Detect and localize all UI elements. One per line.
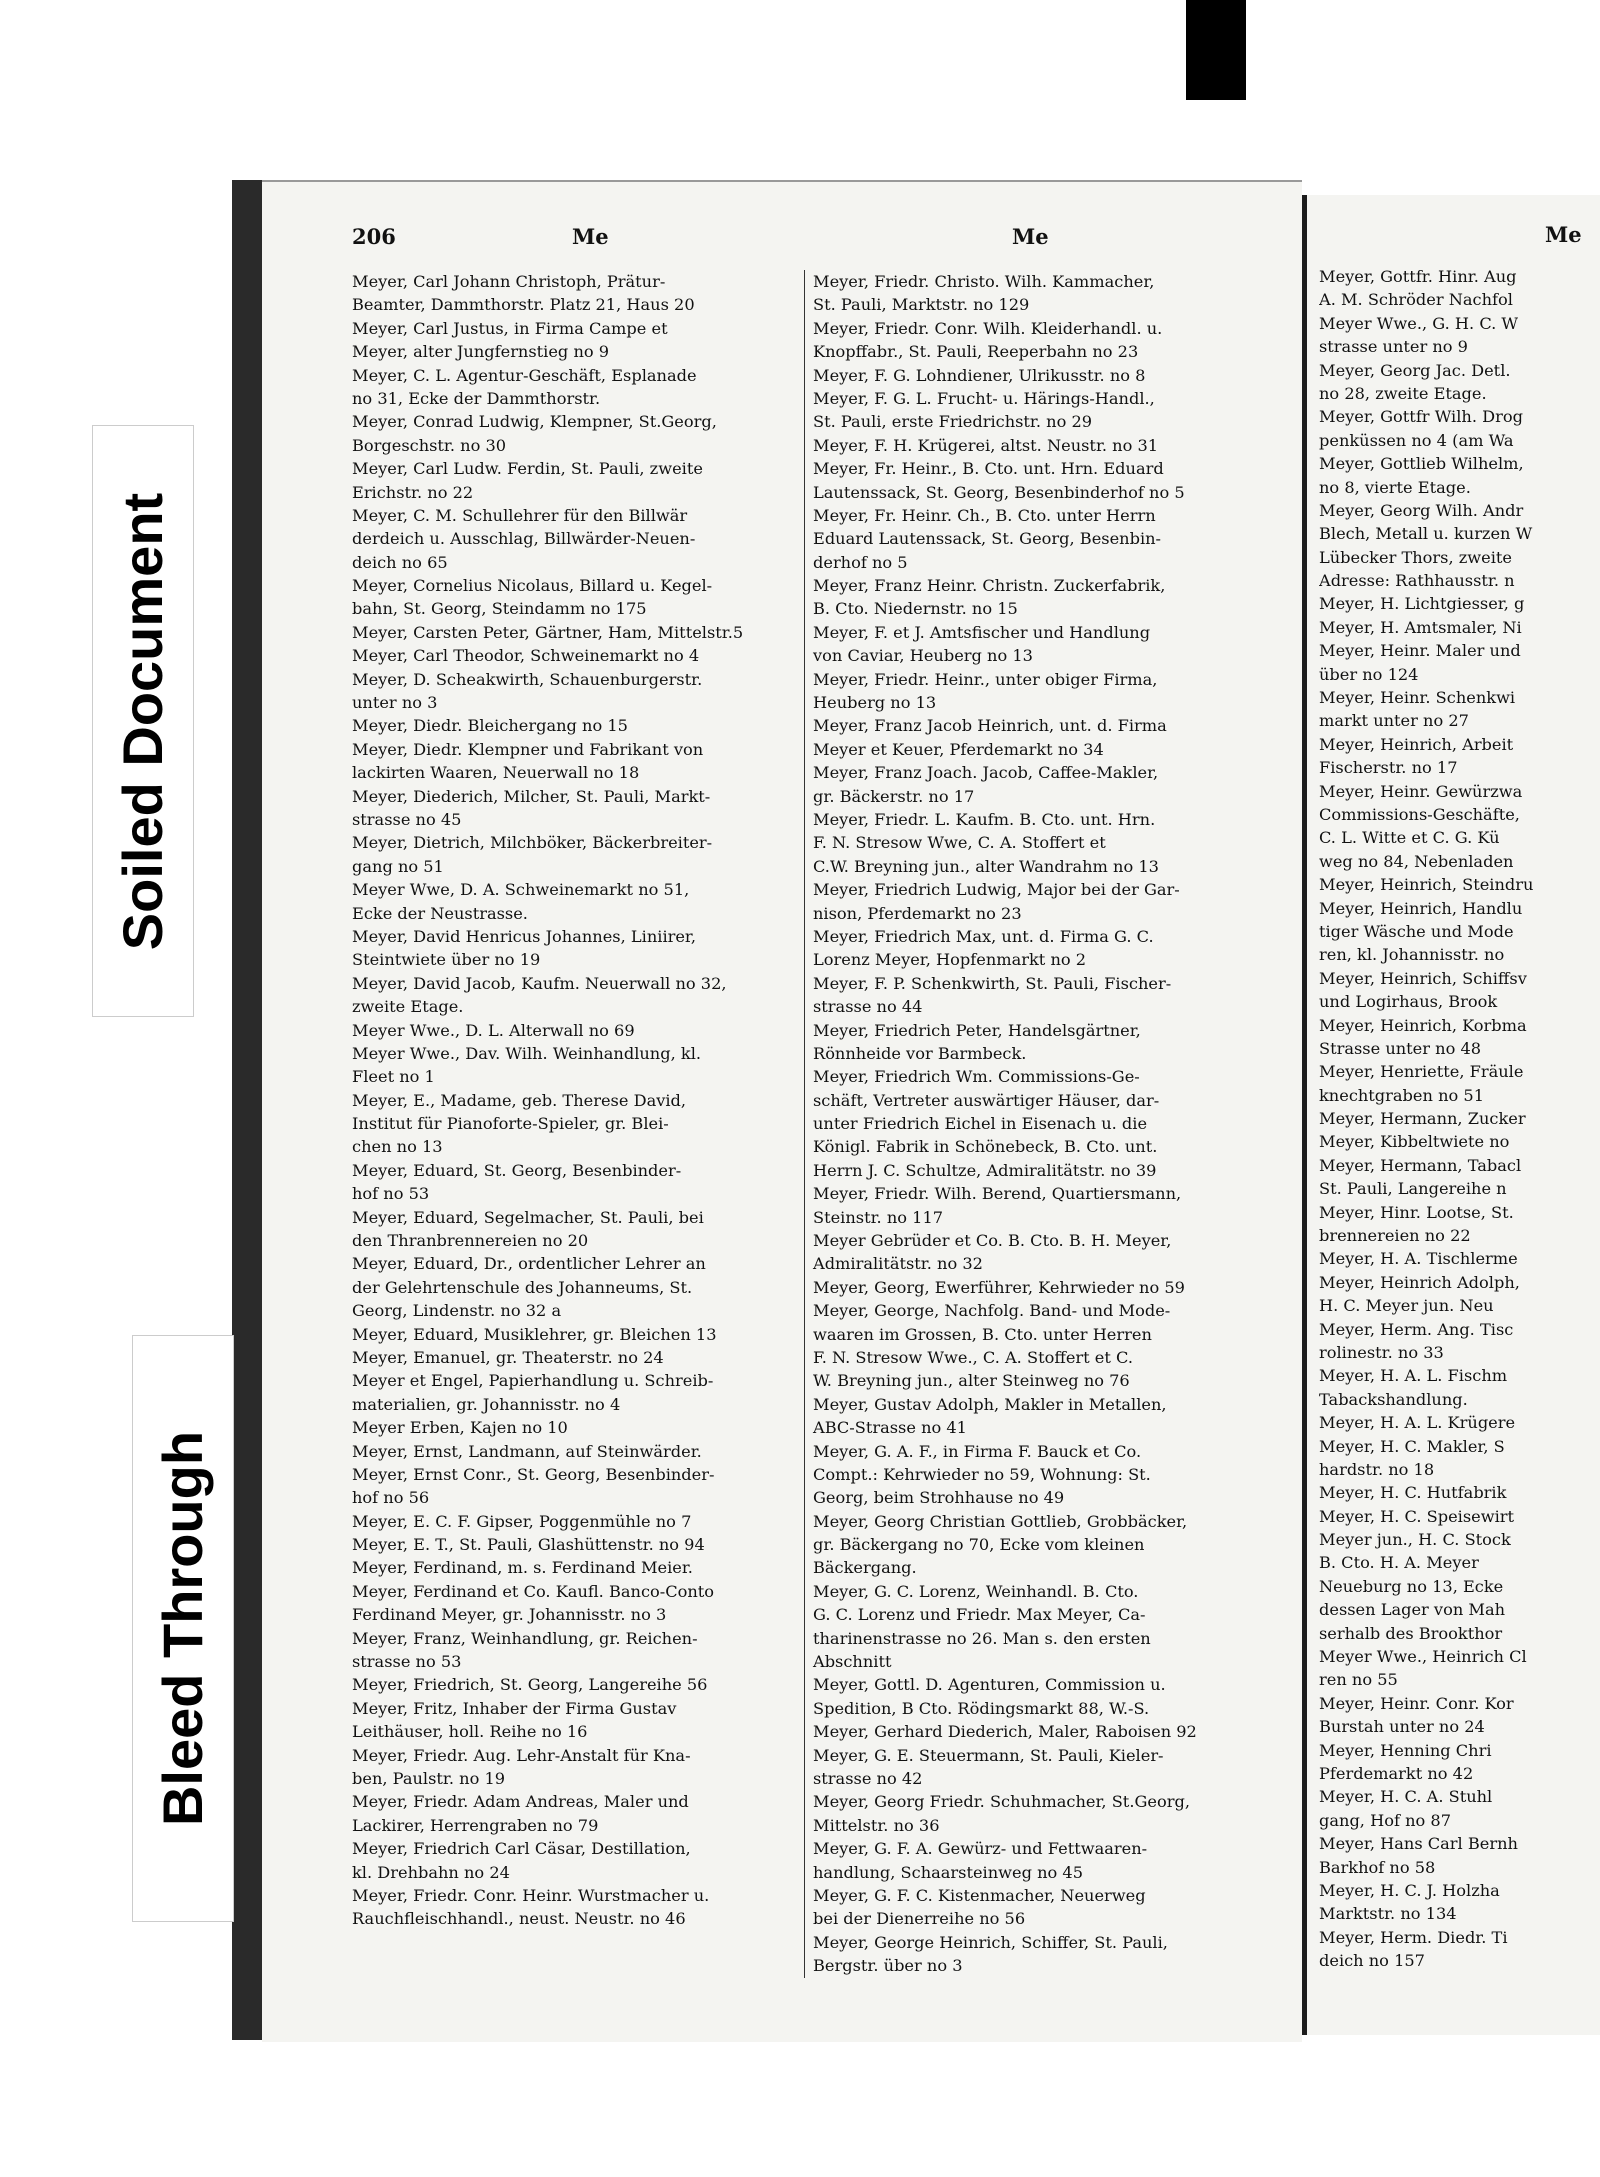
entry-line: Meyer, D. Scheakwirth, Schauenburgerstr. bbox=[352, 669, 703, 689]
entry-line: Meyer, Heinr. Conr. Kor bbox=[1319, 1693, 1514, 1713]
entry-line: bahn, St. Georg, Steindamm no 175 bbox=[352, 599, 647, 619]
entry-line: Meyer, Conrad Ludwig, Klempner, St.Georg, bbox=[352, 412, 717, 432]
entry-line: Lorenz Meyer, Hopfenmarkt no 2 bbox=[813, 950, 1087, 970]
entry-line: strasse no 44 bbox=[813, 997, 923, 1017]
entry-line: Meyer, H. C. Speisewirt bbox=[1319, 1506, 1515, 1526]
entry-line: Meyer, Carsten Peter, Gärtner, Ham, Mittelstr.5 bbox=[352, 622, 744, 642]
entry-line: Abschnitt bbox=[813, 1652, 892, 1672]
entry-line: Meyer Erben, Kajen no 10 bbox=[352, 1418, 568, 1438]
entry-line: Meyer et Engel, Papierhandlung u. Schreib- bbox=[352, 1371, 714, 1391]
entry-line: deich no 157 bbox=[1319, 1951, 1425, 1971]
entry-line: Meyer, H. Lichtgiesser, g bbox=[1319, 594, 1525, 614]
entry-line: Lackirer, Herrengraben no 79 bbox=[352, 1815, 599, 1835]
entry-line: Beamter, Dammthorstr. Platz 21, Haus 20 bbox=[352, 295, 695, 315]
column-2 bbox=[804, 270, 1273, 1978]
entry-line: Eduard Lautenssack, St. Georg, Besenbin- bbox=[813, 529, 1162, 549]
entry-line: Meyer, Kibbeltwiete no bbox=[1319, 1132, 1510, 1152]
entry-line: markt unter no 27 bbox=[1319, 711, 1469, 731]
header-far-right: Me bbox=[1545, 222, 1582, 247]
entry-line: ren no 55 bbox=[1319, 1670, 1398, 1690]
entry-line: Meyer, Ferdinand et Co. Kaufl. Banco-Conto bbox=[352, 1581, 715, 1601]
entry-line: Meyer, C. M. Schullehrer für den Billwär bbox=[352, 505, 688, 525]
entry-line: Meyer, Heinrich, Steindru bbox=[1319, 875, 1534, 895]
entry-line: Meyer jun., H. C. Stock bbox=[1319, 1530, 1511, 1550]
entry-line: no 8, vierte Etage. bbox=[1319, 477, 1471, 497]
entry-line: ren, kl. Johannisstr. no bbox=[1319, 945, 1505, 965]
entry-line: weg no 84, Nebenladen bbox=[1319, 851, 1514, 871]
entry-line: Strasse unter no 48 bbox=[1319, 1038, 1482, 1058]
entry-line: W. Breyning jun., alter Steinweg no 76 bbox=[813, 1371, 1130, 1391]
entry-line: B. Cto. H. A. Meyer bbox=[1319, 1553, 1479, 1573]
entry-line: Meyer, Heinr. Gewürzwa bbox=[1319, 781, 1523, 801]
entry-line: gr. Bäckerstr. no 17 bbox=[813, 786, 975, 806]
entry-line: strasse unter no 9 bbox=[1319, 337, 1468, 357]
entry-line: Steintwiete über no 19 bbox=[352, 950, 541, 970]
column-1 bbox=[352, 270, 802, 1931]
entry-line: Meyer, Hans Carl Bernh bbox=[1319, 1834, 1518, 1854]
entry-line: Meyer, H. A. Tischlerme bbox=[1319, 1249, 1518, 1269]
entry-line: Meyer, Ernst Conr., St. Georg, Besenbinder- bbox=[352, 1464, 715, 1484]
entry-line: Herrn J. C. Schultze, Admiralitätstr. no 39 bbox=[813, 1160, 1157, 1180]
entry-line: brennereien no 22 bbox=[1319, 1226, 1471, 1246]
entry-line: und Logirhaus, Brook bbox=[1319, 992, 1498, 1012]
entry-line: Rauchfleischhandl., neust. Neustr. no 46 bbox=[352, 1909, 686, 1929]
entry-line: Meyer, Gottl. D. Agenturen, Commission u. bbox=[813, 1675, 1166, 1695]
entry-line: C. L. Witte et C. G. Kü bbox=[1319, 828, 1500, 848]
entry-line: Rönnheide vor Barmbeck. bbox=[813, 1043, 1027, 1063]
entry-line: Meyer, Friedr. L. Kaufm. B. Cto. unt. Hrn. bbox=[813, 809, 1156, 829]
entry-line: Meyer, Herm. Ang. Tisc bbox=[1319, 1319, 1514, 1339]
entry-line: Meyer, Heinrich, Korbma bbox=[1319, 1015, 1527, 1035]
entry-line: Königl. Fabrik in Schönebeck, B. Cto. unt. bbox=[813, 1137, 1158, 1157]
entry-line: Burstah unter no 24 bbox=[1319, 1717, 1485, 1737]
entry-line: Meyer, Gottfr. Hinr. Aug bbox=[1319, 267, 1517, 286]
entry-line: strasse no 42 bbox=[813, 1769, 923, 1788]
entry-line: hardstr. no 18 bbox=[1319, 1459, 1435, 1479]
entry-line: Meyer, H. A. L. Fischm bbox=[1319, 1366, 1508, 1386]
entry-line: Meyer, G. A. F., in Firma F. Bauck et Co. bbox=[813, 1441, 1142, 1461]
entry-line: derdeich u. Ausschlag, Billwärder-Neuen- bbox=[352, 529, 696, 549]
entry-line: Meyer, Diedr. Bleichergang no 15 bbox=[352, 716, 628, 736]
entry-line: Meyer, H. C. Hutfabrik bbox=[1319, 1483, 1507, 1503]
top-black-band bbox=[1186, 0, 1246, 100]
entry-line: Compt.: Kehrwieder no 59, Wohnung: St. bbox=[813, 1464, 1151, 1484]
entry-line: der Gelehrtenschule des Johanneums, St. bbox=[352, 1277, 693, 1297]
entry-line: F. N. Stresow Wwe, C. A. Stoffert et bbox=[813, 833, 1106, 853]
entry-line: H. C. Meyer jun. Neu bbox=[1319, 1296, 1494, 1316]
entry-line: Meyer, Eduard, St. Georg, Besenbinder- bbox=[352, 1160, 682, 1180]
entry-line: handlung, Schaarsteinweg no 45 bbox=[813, 1862, 1084, 1882]
entry-line: Georg, Lindenstr. no 32 a bbox=[352, 1301, 562, 1321]
entry-line: Meyer, C. L. Agentur-Geschäft, Esplanade bbox=[352, 365, 697, 385]
entry-line: Meyer, Friedrich Wm. Commissions-Ge- bbox=[813, 1067, 1140, 1087]
entry-line: Meyer, Carl Johann Christoph, Prätur- bbox=[352, 272, 666, 291]
entry-line: hof no 53 bbox=[352, 1184, 430, 1204]
entry-line: Meyer, F. H. Krügerei, altst. Neustr. no 31 bbox=[813, 435, 1159, 455]
entry-line: Meyer, Gottlieb Wilhelm, bbox=[1319, 454, 1524, 474]
entry-line: Marktstr. no 134 bbox=[1319, 1904, 1457, 1924]
entry-line: Meyer, Georg Friedr. Schuhmacher, St.Georg, bbox=[813, 1792, 1190, 1812]
entry-line: Meyer, Friedr. Heinr., unter obiger Firma, bbox=[813, 669, 1158, 689]
entry-line: Leithäuser, holl. Reihe no 16 bbox=[352, 1722, 588, 1742]
entry-line: Meyer, Heinrich, Schiffsv bbox=[1319, 968, 1527, 988]
entry-line: Meyer, Hermann, Zucker bbox=[1319, 1109, 1526, 1129]
entry-line: Meyer, Friedr. Adam Andreas, Maler und bbox=[352, 1792, 689, 1812]
entry-line: Fleet no 1 bbox=[352, 1067, 435, 1087]
entry-line: A. M. Schröder Nachfol bbox=[1319, 290, 1513, 310]
entry-line: Meyer, Friedrich Peter, Handelsgärtner, bbox=[813, 1020, 1141, 1040]
entry-line: no 31, Ecke der Dammthorstr. bbox=[352, 388, 601, 408]
entry-line: Meyer, Eduard, Musiklehrer, gr. Bleichen 13 bbox=[352, 1324, 717, 1344]
entry-line: Ecke der Neustrasse. bbox=[352, 903, 528, 923]
entry-line: Admiralitätstr. no 32 bbox=[813, 1254, 983, 1274]
entry-line: Meyer, Gustav Adolph, Makler in Metallen, bbox=[813, 1394, 1167, 1414]
entry-line: von Caviar, Heuberg no 13 bbox=[813, 646, 1033, 666]
entry-line: Meyer, George Heinrich, Schiffer, St. Pauli, bbox=[813, 1932, 1168, 1952]
page-edge-shadow bbox=[232, 180, 262, 2040]
entry-line: Lübecker Thors, zweite bbox=[1319, 547, 1512, 567]
entry-line: Meyer, Fritz, Inhaber der Firma Gustav bbox=[352, 1698, 677, 1718]
page-number: 206 bbox=[352, 224, 396, 249]
header-left: Me bbox=[572, 224, 609, 249]
entry-line: gr. Bäckergang no 70, Ecke vom kleinen bbox=[813, 1535, 1145, 1555]
entry-line: Meyer, Friedr. Conr. Heinr. Wurstmacher u. bbox=[352, 1885, 710, 1905]
entry-line: Meyer, Franz, Weinhandlung, gr. Reichen- bbox=[352, 1628, 698, 1648]
entry-line: Meyer, G. E. Steuermann, St. Pauli, Kieler- bbox=[813, 1745, 1164, 1765]
entry-line: Meyer, Henning Chri bbox=[1319, 1740, 1492, 1760]
entry-line: dessen Lager von Mah bbox=[1319, 1600, 1506, 1620]
entry-line: Meyer, F. et J. Amtsfischer und Handlung bbox=[813, 622, 1151, 642]
entry-line: Meyer, Friedr. Wilh. Berend, Quartiersmann, bbox=[813, 1184, 1182, 1204]
entry-line: Meyer, Carl Justus, in Firma Campe et bbox=[352, 318, 668, 338]
entry-line: Meyer, Hermann, Tabacl bbox=[1319, 1155, 1522, 1175]
entry-line: Bäckergang. bbox=[813, 1558, 917, 1578]
entry-line: unter no 3 bbox=[352, 693, 438, 713]
entry-line: derhof no 5 bbox=[813, 552, 908, 572]
entry-line: St. Pauli, Marktstr. no 129 bbox=[813, 295, 1030, 315]
entry-line: Meyer, Dietrich, Milchböker, Bäckerbreiter- bbox=[352, 833, 713, 853]
entry-line: Meyer, David Jacob, Kaufm. Neuerwall no 32, bbox=[352, 973, 727, 993]
entry-line: Meyer, F. G. Lohndiener, Ulrikusstr. no 8 bbox=[813, 365, 1146, 385]
entry-line: Lautenssack, St. Georg, Besenbinderhof no 5 bbox=[813, 482, 1185, 502]
entry-line: Meyer, Hinr. Lootse, St. bbox=[1319, 1202, 1514, 1222]
entry-line: Meyer, Georg Wilh. Andr bbox=[1319, 500, 1524, 520]
entry-line: C.W. Breyning jun., alter Wandrahm no 13 bbox=[813, 856, 1159, 876]
entry-line: Barkhof no 58 bbox=[1319, 1857, 1436, 1877]
entry-line: tharinenstrasse no 26. Man s. den ersten bbox=[813, 1628, 1151, 1648]
entry-line: Meyer, Eduard, Segelmacher, St. Pauli, bei bbox=[352, 1207, 704, 1227]
entry-line: gang, Hof no 87 bbox=[1319, 1810, 1452, 1830]
entry-line: penküssen no 4 (am Wa bbox=[1319, 430, 1514, 450]
entry-line: Meyer, Heinrich, Handlu bbox=[1319, 898, 1523, 918]
entry-line: Commissions-Geschäfte, bbox=[1319, 804, 1520, 824]
entry-line: Meyer, Diedr. Klempner und Fabrikant von bbox=[352, 739, 704, 759]
entry-line: Meyer, G. F. A. Gewürz- und Fettwaaren- bbox=[813, 1839, 1148, 1859]
entry-line: strasse no 45 bbox=[352, 809, 462, 829]
entry-line: zweite Etage. bbox=[352, 997, 464, 1017]
entry-line: Blech, Metall u. kurzen W bbox=[1319, 524, 1533, 544]
bleed-through-label: Bleed Through bbox=[132, 1335, 234, 1922]
entry-line: Pferdemarkt no 42 bbox=[1319, 1764, 1474, 1783]
entry-line: G. C. Lorenz und Friedr. Max Meyer, Ca- bbox=[813, 1605, 1146, 1625]
entry-line: Meyer Wwe, D. A. Schweinemarkt no 51, bbox=[352, 880, 690, 900]
entry-line: waaren im Grossen, B. Cto. unter Herren bbox=[813, 1324, 1152, 1344]
entry-line: no 28, zweite Etage. bbox=[1319, 383, 1487, 403]
entry-line: Fischerstr. no 17 bbox=[1319, 758, 1458, 778]
entry-line: ABC-Strasse no 41 bbox=[813, 1418, 967, 1438]
entry-line: Meyer, Franz Joach. Jacob, Caffee-Makler, bbox=[813, 763, 1159, 783]
directory-page bbox=[262, 180, 1302, 2042]
entry-line: Meyer, Ernst, Landmann, auf Steinwärder. bbox=[352, 1441, 702, 1461]
entry-line: Meyer, Heinrich Adolph, bbox=[1319, 1272, 1520, 1292]
entry-line: Neueburg no 13, Ecke bbox=[1319, 1576, 1504, 1596]
entry-line: den Thranbrennereien no 20 bbox=[352, 1231, 589, 1251]
entry-line: Borgeschstr. no 30 bbox=[352, 435, 507, 455]
entry-line: Meyer, E. T., St. Pauli, Glashüttenstr. no 94 bbox=[352, 1535, 705, 1555]
entry-line: strasse no 53 bbox=[352, 1652, 462, 1672]
soiled-document-label: Soiled Document bbox=[92, 425, 194, 1017]
entry-line: kl. Drehbahn no 24 bbox=[352, 1862, 510, 1882]
entry-line: lackirten Waaren, Neuerwall no 18 bbox=[352, 763, 640, 783]
entry-line: schäft, Vertreter auswärtiger Häuser, dar- bbox=[813, 1090, 1160, 1110]
entry-line: Meyer, H. Amtsmaler, Ni bbox=[1319, 617, 1522, 637]
entry-line: über no 124 bbox=[1319, 664, 1419, 684]
entry-line: Meyer, Cornelius Nicolaus, Billard u. Kegel- bbox=[352, 576, 713, 596]
entry-line: Meyer, Diederich, Milcher, St. Pauli, Markt- bbox=[352, 786, 711, 806]
entry-line: Meyer, Heinr. Maler und bbox=[1319, 641, 1521, 661]
entry-line: Meyer, Franz Jacob Heinrich, unt. d. Firma bbox=[813, 716, 1167, 736]
entry-line: Meyer, George, Nachfolg. Band- und Mode- bbox=[813, 1301, 1171, 1321]
entry-line: Mittelstr. no 36 bbox=[813, 1815, 940, 1835]
entry-line: Knopffabr., St. Pauli, Reeperbahn no 23 bbox=[813, 342, 1139, 362]
entry-line: Meyer, F. G. L. Frucht- u. Härings-Handl., bbox=[813, 388, 1155, 408]
entry-line: serhalb des Brookthor bbox=[1319, 1623, 1503, 1643]
entry-line: Meyer, E., Madame, geb. Therese David, bbox=[352, 1090, 687, 1110]
entry-line: Meyer, Emanuel, gr. Theaterstr. no 24 bbox=[352, 1347, 664, 1367]
entry-line: Meyer, G. F. C. Kistenmacher, Neuerweg bbox=[813, 1885, 1146, 1905]
entry-line: Meyer, Heinrich, Arbeit bbox=[1319, 734, 1514, 754]
entry-line: Meyer, H. A. L. Krügere bbox=[1319, 1413, 1516, 1433]
entry-line: chen no 13 bbox=[352, 1137, 443, 1157]
entry-line: nison, Pferdemarkt no 23 bbox=[813, 903, 1022, 923]
entry-line: Meyer, F. P. Schenkwirth, St. Pauli, Fischer- bbox=[813, 973, 1172, 993]
entry-line: Tabackshandlung. bbox=[1319, 1389, 1468, 1409]
entry-line: Meyer, Gottfr Wilh. Drog bbox=[1319, 407, 1523, 427]
entry-line: Meyer, Carl Theodor, Schweinemarkt no 4 bbox=[352, 646, 700, 666]
entry-line: Meyer, Carl Ludw. Ferdin, St. Pauli, zweite bbox=[352, 459, 703, 479]
entry-line: Heuberg no 13 bbox=[813, 693, 937, 713]
entry-line: Georg, beim Strohhause no 49 bbox=[813, 1488, 1065, 1508]
entry-line: hof no 56 bbox=[352, 1488, 430, 1508]
entry-line: Adresse: Rathhausstr. n bbox=[1319, 571, 1515, 591]
entry-line: Meyer, Eduard, Dr., ordentlicher Lehrer an bbox=[352, 1254, 706, 1274]
entry-line: B. Cto. Niedernstr. no 15 bbox=[813, 599, 1018, 619]
column-3 bbox=[1319, 265, 1600, 1973]
entry-line: Meyer, Fr. Heinr. Ch., B. Cto. unter Herrn bbox=[813, 505, 1156, 525]
entry-line: Meyer, E. C. F. Gipser, Poggenmühle no 7 bbox=[352, 1511, 692, 1531]
entry-line: St. Pauli, Langereihe n bbox=[1319, 1179, 1507, 1199]
entry-line: Meyer, Georg Jac. Detl. bbox=[1319, 360, 1511, 380]
entry-line: Meyer, Friedr. Conr. Wilh. Kleiderhandl. u. bbox=[813, 318, 1163, 338]
entry-line: Meyer, H. C. A. Stuhl bbox=[1319, 1787, 1493, 1807]
entry-line: Meyer, Fr. Heinr., B. Cto. unt. Hrn. Eduard bbox=[813, 459, 1164, 479]
entry-line: materialien, gr. Johannisstr. no 4 bbox=[352, 1394, 621, 1414]
entry-line: St. Pauli, erste Friedrichstr. no 29 bbox=[813, 412, 1093, 432]
entry-line: Meyer, Georg, Ewerführer, Kehrwieder no 59 bbox=[813, 1277, 1185, 1297]
entry-line: knechtgraben no 51 bbox=[1319, 1085, 1484, 1105]
entry-line: Spedition, B Cto. Rödingsmarkt 88, W.-S. bbox=[813, 1698, 1150, 1718]
entry-line: Meyer, H. C. Makler, S bbox=[1319, 1436, 1505, 1456]
entry-line: Meyer, Friedrich Ludwig, Major bei der Gar- bbox=[813, 880, 1180, 900]
entry-line: Meyer, Ferdinand, m. s. Ferdinand Meier. bbox=[352, 1558, 693, 1578]
entry-line: Meyer, Franz Heinr. Christn. Zuckerfabrik, bbox=[813, 576, 1166, 596]
entry-line: Meyer, Friedrich Carl Cäsar, Destillation, bbox=[352, 1839, 691, 1859]
entry-line: Meyer, Georg Christian Gottlieb, Grobbäcker, bbox=[813, 1511, 1188, 1531]
entry-line: Erichstr. no 22 bbox=[352, 482, 474, 502]
entry-line: Meyer Wwe., Heinrich Cl bbox=[1319, 1647, 1527, 1667]
entry-line: Meyer Wwe., D. L. Alterwall no 69 bbox=[352, 1020, 635, 1040]
entry-line: Meyer, alter Jungfernstieg no 9 bbox=[352, 342, 610, 362]
entry-line: Meyer, Friedrich, St. Georg, Langereihe 56 bbox=[352, 1675, 708, 1695]
entry-line: Bergstr. über no 3 bbox=[813, 1956, 963, 1976]
entry-line: Meyer, Herm. Diedr. Ti bbox=[1319, 1927, 1508, 1947]
entry-line: Meyer, Gerhard Diederich, Maler, Raboisen 92 bbox=[813, 1722, 1197, 1742]
header-right: Me bbox=[1012, 224, 1049, 249]
entry-line: Steinstr. no 117 bbox=[813, 1207, 944, 1227]
entry-line: Meyer, G. C. Lorenz, Weinhandl. B. Cto. bbox=[813, 1581, 1139, 1601]
entry-line: unter Friedrich Eichel in Eisenach u. die bbox=[813, 1114, 1148, 1134]
entry-line: Meyer, David Henricus Johannes, Liniirer, bbox=[352, 926, 697, 946]
entry-line: Meyer, Friedr. Christo. Wilh. Kammacher, bbox=[813, 272, 1155, 291]
entry-line: ben, Paulstr. no 19 bbox=[352, 1769, 506, 1788]
entry-line: Meyer, Friedr. Aug. Lehr-Anstalt für Kna- bbox=[352, 1745, 691, 1765]
entry-line: deich no 65 bbox=[352, 552, 448, 572]
entry-line: Meyer, Heinr. Schenkwi bbox=[1319, 688, 1516, 708]
entry-line: Institut für Pianoforte-Spieler, gr. Blei- bbox=[352, 1114, 669, 1134]
entry-line: rolinestr. no 33 bbox=[1319, 1342, 1444, 1362]
entry-line: F. N. Stresow Wwe., C. A. Stoffert et C. bbox=[813, 1347, 1133, 1367]
entry-line: Meyer, Henriette, Fräule bbox=[1319, 1062, 1524, 1082]
entry-line: Meyer Gebrüder et Co. B. Cto. B. H. Meyer, bbox=[813, 1231, 1172, 1251]
adjacent-page bbox=[1302, 195, 1600, 2035]
entry-line: Meyer Wwe., Dav. Wilh. Weinhandlung, kl. bbox=[352, 1043, 702, 1063]
entry-line: Meyer et Keuer, Pferdemarkt no 34 bbox=[813, 739, 1104, 759]
entry-line: Meyer, Friedrich Max, unt. d. Firma G. C. bbox=[813, 926, 1154, 946]
entry-line: tiger Wäsche und Mode bbox=[1319, 921, 1514, 941]
entry-line: gang no 51 bbox=[352, 856, 444, 876]
entry-line: Meyer, H. C. J. Holzha bbox=[1319, 1880, 1500, 1900]
entry-line: Ferdinand Meyer, gr. Johannisstr. no 3 bbox=[352, 1605, 667, 1625]
entry-line: bei der Dienerreihe no 56 bbox=[813, 1909, 1026, 1929]
entry-line: Meyer Wwe., G. H. C. W bbox=[1319, 313, 1519, 333]
